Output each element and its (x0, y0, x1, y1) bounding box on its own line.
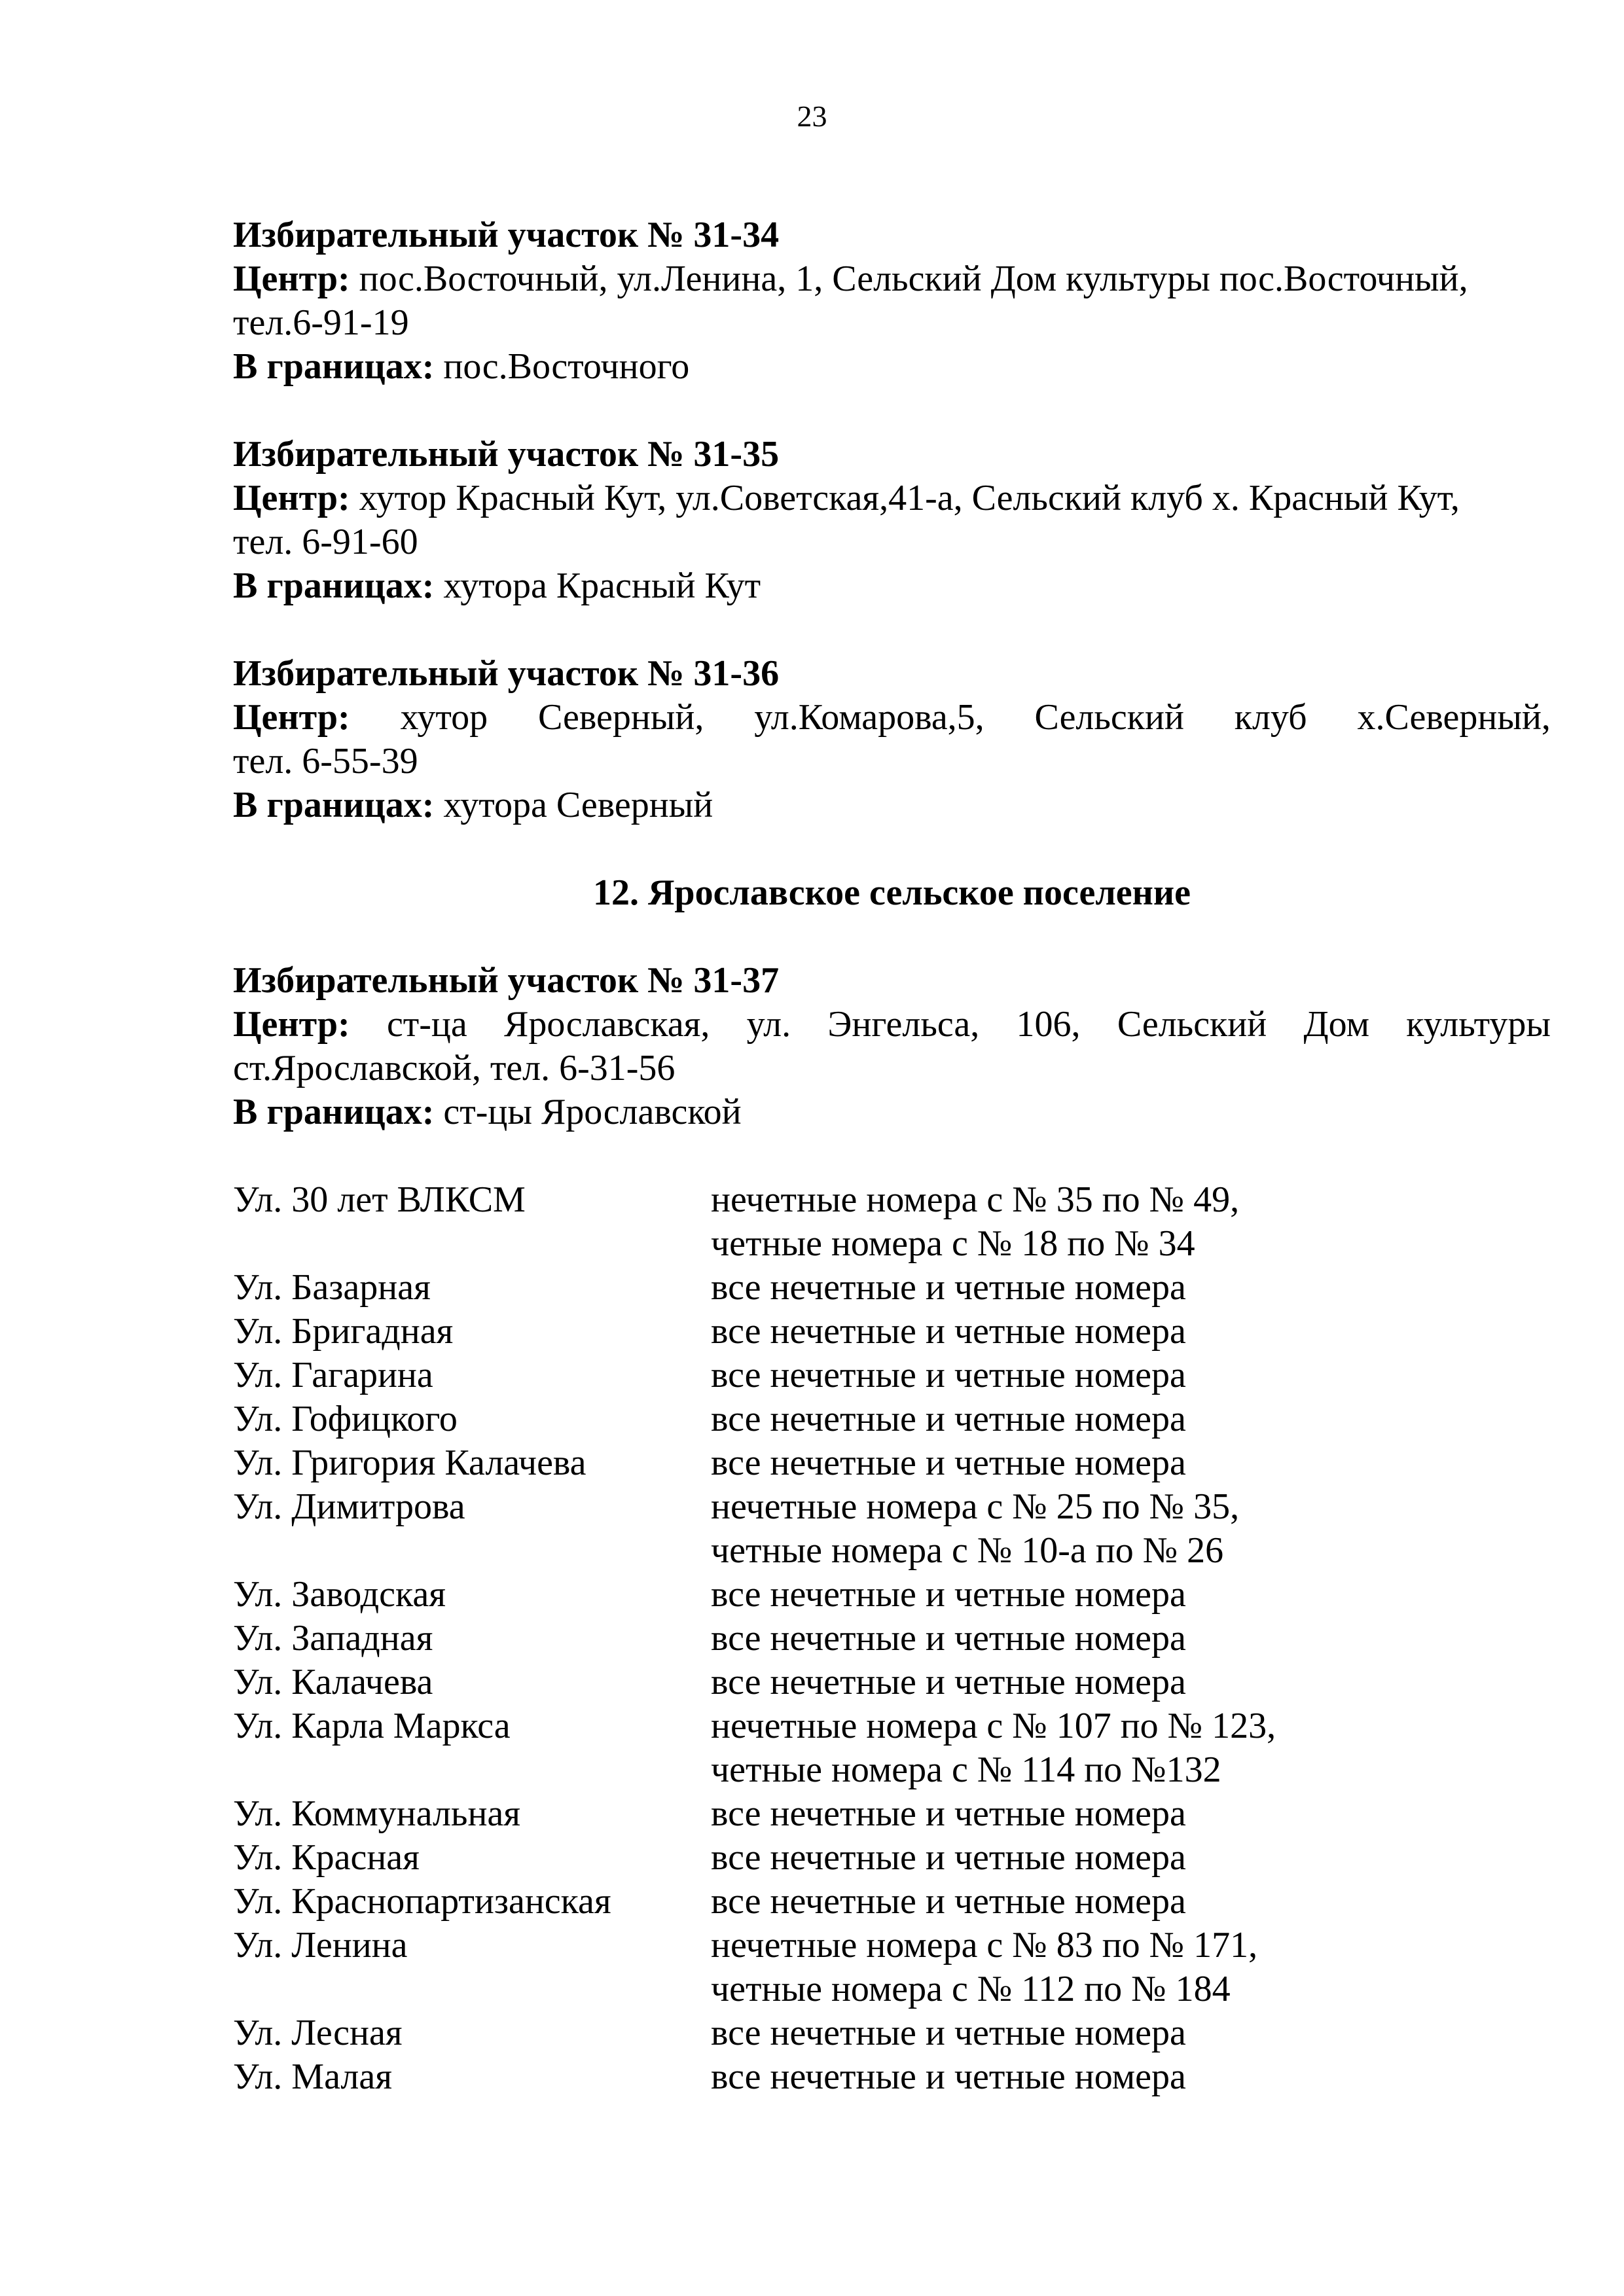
street-name: Ул. Коммунальная (233, 1793, 521, 1834)
precinct-31-37 (233, 959, 1551, 1134)
street-house-range: все нечетные и четные номера (711, 1311, 1186, 1352)
precinct-bounds (233, 564, 1551, 608)
street-name: Ул. Калачева (233, 1662, 433, 1702)
bounds-label: В границах: (233, 565, 435, 606)
precinct-title: Избирательный участок № 31-35 (233, 434, 780, 475)
street-name: Ул. Заводская (233, 1574, 446, 1615)
precinct-31-36 (233, 652, 1551, 827)
center-word: Сельский (1034, 697, 1184, 738)
precinct-title: Избирательный участок № 31-34 (233, 215, 780, 255)
precinct-center (233, 1003, 1551, 1047)
street-house-range: четные номера с № 114 по №132 (711, 1749, 1221, 1790)
street-house-range: все нечетные и четные номера (711, 1618, 1186, 1659)
center-word: Энгельса, (827, 1004, 980, 1045)
bounds-label: В границах: (233, 785, 435, 825)
center-label: Центр: (233, 697, 350, 738)
street-name: Ул. Гофицкого (233, 1399, 458, 1439)
street-name: Ул. Ленина (233, 1925, 408, 1965)
street-house-range: все нечетные и четные номера (711, 2056, 1186, 2097)
center-phone: тел. 6-91-60 (233, 522, 418, 562)
street-house-range: нечетные номера с № 83 по № 171, (711, 1925, 1258, 1965)
precinct-31-35 (233, 433, 1551, 608)
street-house-range: все нечетные и четные номера (711, 1881, 1186, 1922)
street-name: Ул. Карла Маркса (233, 1706, 511, 1746)
center-word: ул.Комарова,5, (754, 697, 984, 738)
bounds-text: пос.Восточного (434, 346, 690, 387)
street-house-range: нечетные номера с № 107 по № 123, (711, 1706, 1276, 1746)
street-name: Ул. Базарная (233, 1267, 431, 1308)
center-phone: тел.6-91-19 (233, 302, 409, 343)
center-text: пос.Восточный, ул.Ленина, 1, Сельский Дом культуры пос.Восточный, (350, 259, 1468, 299)
street-name: Ул. Димитрова (233, 1486, 465, 1527)
center-word: хутор (400, 697, 488, 738)
precinct-center (233, 476, 1551, 520)
bounds-text: хутора Красный Кут (434, 565, 761, 606)
center-word: 106, (1016, 1004, 1081, 1045)
street-house-range: все нечетные и четные номера (711, 1837, 1186, 1878)
street-house-range: нечетные номера с № 25 по № 35, (711, 1486, 1240, 1527)
street-name: Ул. Гагарина (233, 1355, 433, 1395)
street-name: Ул. Бригадная (233, 1311, 454, 1352)
center-word: культуры (1406, 1004, 1551, 1045)
street-name (233, 1748, 711, 1792)
center-label: Центр: (233, 1004, 350, 1045)
document-body (233, 213, 1551, 2099)
section-heading: 12. Ярославское сельское поселение (592, 872, 1191, 913)
center-word: ул. (746, 1004, 791, 1045)
precinct-bounds (233, 1090, 1551, 1134)
street-house-range: все нечетные и четные номера (711, 1399, 1186, 1439)
street-house-range: все нечетные и четные номера (711, 1793, 1186, 1834)
center-text: хутор Красный Кут, ул.Советская,41-а, Сельский клуб х. Красный Кут, (350, 478, 1460, 518)
street-name (233, 1967, 711, 2011)
bounds-text: хутора Северный (434, 785, 713, 825)
street-house-range: четные номера с № 18 по № 34 (711, 1223, 1195, 1264)
street-name (233, 1222, 711, 1266)
street-house-range: все нечетные и четные номера (711, 1355, 1186, 1395)
center-word: Сельский (1117, 1004, 1267, 1045)
center-word: Ярославская, (504, 1004, 710, 1045)
precinct-center (233, 696, 1551, 740)
street-house-range: все нечетные и четные номера (711, 1443, 1186, 1483)
street-name: Ул. Красная (233, 1837, 420, 1878)
center-label: Центр: (233, 259, 350, 299)
page-number: 23 (797, 99, 827, 133)
center-phone: ст.Ярославской, тел. 6-31-56 (233, 1048, 676, 1088)
street-house-range: четные номера с № 10-а по № 26 (711, 1530, 1224, 1571)
street-house-range: все нечетные и четные номера (711, 1574, 1186, 1615)
center-label: Центр: (233, 478, 350, 518)
bounds-label: В границах: (233, 1092, 435, 1132)
center-word: Северный, (537, 697, 704, 738)
street-list (233, 1178, 1551, 2099)
street-name: Ул. Малая (233, 2056, 392, 2097)
street-house-range: четные номера с № 112 по № 184 (711, 1969, 1231, 2009)
precinct-center (233, 257, 1551, 301)
street-house-range: нечетные номера с № 35 по № 49, (711, 1179, 1240, 1220)
street-name (233, 1529, 711, 1573)
bounds-text: ст-цы Ярославской (434, 1092, 742, 1132)
precinct-bounds (233, 783, 1551, 827)
center-word: клуб (1234, 697, 1307, 738)
street-name: Ул. Григория Калачева (233, 1443, 586, 1483)
center-word: х.Северный, (1357, 697, 1551, 738)
street-house-range: все нечетные и четные номера (711, 2013, 1186, 2053)
street-name: Ул. Краснопартизанская (233, 1881, 611, 1922)
street-house-range: все нечетные и четные номера (711, 1267, 1186, 1308)
street-name: Ул. Лесная (233, 2013, 403, 2053)
precinct-bounds (233, 345, 1551, 389)
street-name: Ул. Западная (233, 1618, 433, 1659)
street-name: Ул. 30 лет ВЛКСМ (233, 1179, 526, 1220)
bounds-label: В границах: (233, 346, 435, 387)
precinct-title: Избирательный участок № 31-36 (233, 653, 780, 694)
center-word: Дом (1303, 1004, 1370, 1045)
street-house-range: все нечетные и четные номера (711, 1662, 1186, 1702)
precinct-title: Избирательный участок № 31-37 (233, 960, 780, 1001)
center-word: ст-ца (386, 1004, 467, 1045)
center-phone: тел. 6-55-39 (233, 741, 418, 781)
precinct-31-34 (233, 213, 1551, 389)
